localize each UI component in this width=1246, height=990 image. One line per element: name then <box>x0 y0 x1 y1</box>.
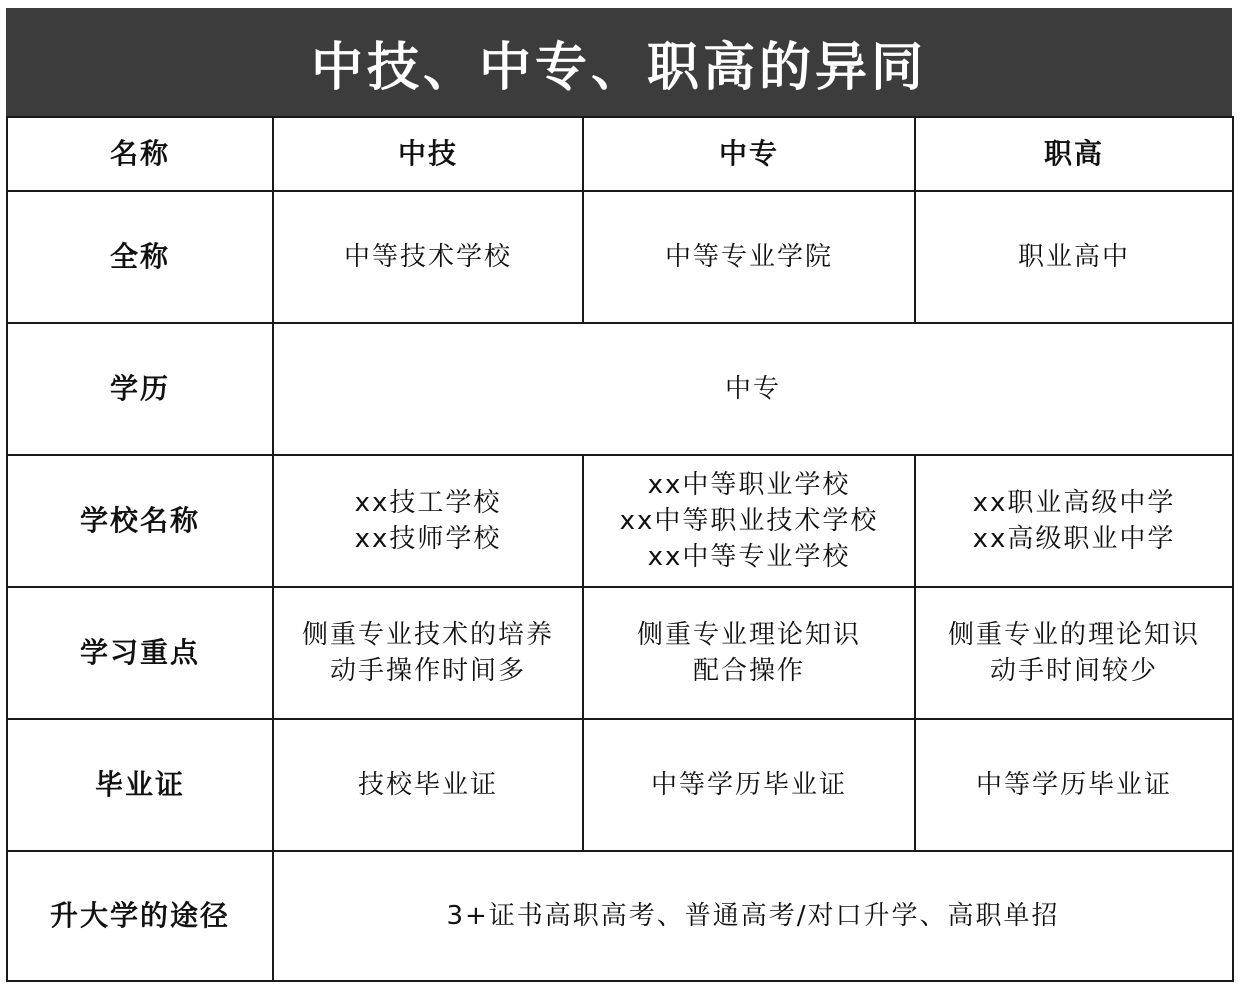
row-label-full-name: 全称 <box>7 191 273 323</box>
cell-certificate-zhongji: 技校毕业证 <box>273 719 583 851</box>
cell-line: xx技师学校 <box>354 524 502 554</box>
row-certificate <box>7 719 1233 851</box>
cell-certificate-zhongzhuan: 中等学历毕业证 <box>583 719 915 851</box>
header-zhongji: 中技 <box>273 117 583 191</box>
row-label-focus: 学习重点 <box>7 587 273 719</box>
row-label-certificate: 毕业证 <box>7 719 273 851</box>
header-row <box>7 117 1233 191</box>
row-label-university-path: 升大学的途径 <box>7 851 273 981</box>
cell-full-name-zhigao: 职业高中 <box>915 191 1233 323</box>
cell-line: xx中等职业学校 <box>647 470 851 500</box>
header-zhigao: 职高 <box>915 117 1233 191</box>
cell-line: 侧重专业理论知识 <box>636 620 861 650</box>
cell-school-name-zhongzhuan <box>583 455 915 587</box>
row-education <box>7 323 1233 455</box>
cell-line: xx技工学校 <box>354 488 502 518</box>
row-full-name <box>7 191 1233 323</box>
cell-line: 侧重专业的理论知识 <box>947 620 1200 650</box>
cell-school-name-zhongji <box>273 455 583 587</box>
row-focus <box>7 587 1233 719</box>
cell-line: 配合操作 <box>692 656 805 686</box>
cell-line: xx中等职业技术学校 <box>619 506 879 536</box>
row-label-education: 学历 <box>7 323 273 455</box>
cell-full-name-zhongji: 中等技术学校 <box>273 191 583 323</box>
cell-focus-zhongji <box>273 587 583 719</box>
cell-line: xx中等专业学校 <box>647 542 851 572</box>
comparison-table <box>6 116 1234 982</box>
cell-focus-zhongzhuan <box>583 587 915 719</box>
cell-line: 动手操作时间多 <box>329 656 526 686</box>
cell-focus-zhigao <box>915 587 1233 719</box>
cell-certificate-zhigao: 中等学历毕业证 <box>915 719 1233 851</box>
cell-full-name-zhongzhuan: 中等专业学院 <box>583 191 915 323</box>
cell-line: xx职业高级中学 <box>972 488 1176 518</box>
header-zhongzhuan: 中专 <box>583 117 915 191</box>
table-title: 中技、中专、职高的异同 <box>6 8 1232 116</box>
row-label-school-name: 学校名称 <box>7 455 273 587</box>
row-school-name <box>7 455 1233 587</box>
cell-line: 侧重专业技术的培养 <box>301 620 554 650</box>
cell-line: 动手时间较少 <box>989 656 1158 686</box>
row-university-path <box>7 851 1233 981</box>
cell-school-name-zhigao <box>915 455 1233 587</box>
comparison-sheet <box>6 8 1232 982</box>
cell-line: xx高级职业中学 <box>972 524 1176 554</box>
cell-education-merged: 中专 <box>273 323 1233 455</box>
header-name: 名称 <box>7 117 273 191</box>
cell-university-path-merged: 3+证书高职高考、普通高考/对口升学、高职单招 <box>273 851 1233 981</box>
